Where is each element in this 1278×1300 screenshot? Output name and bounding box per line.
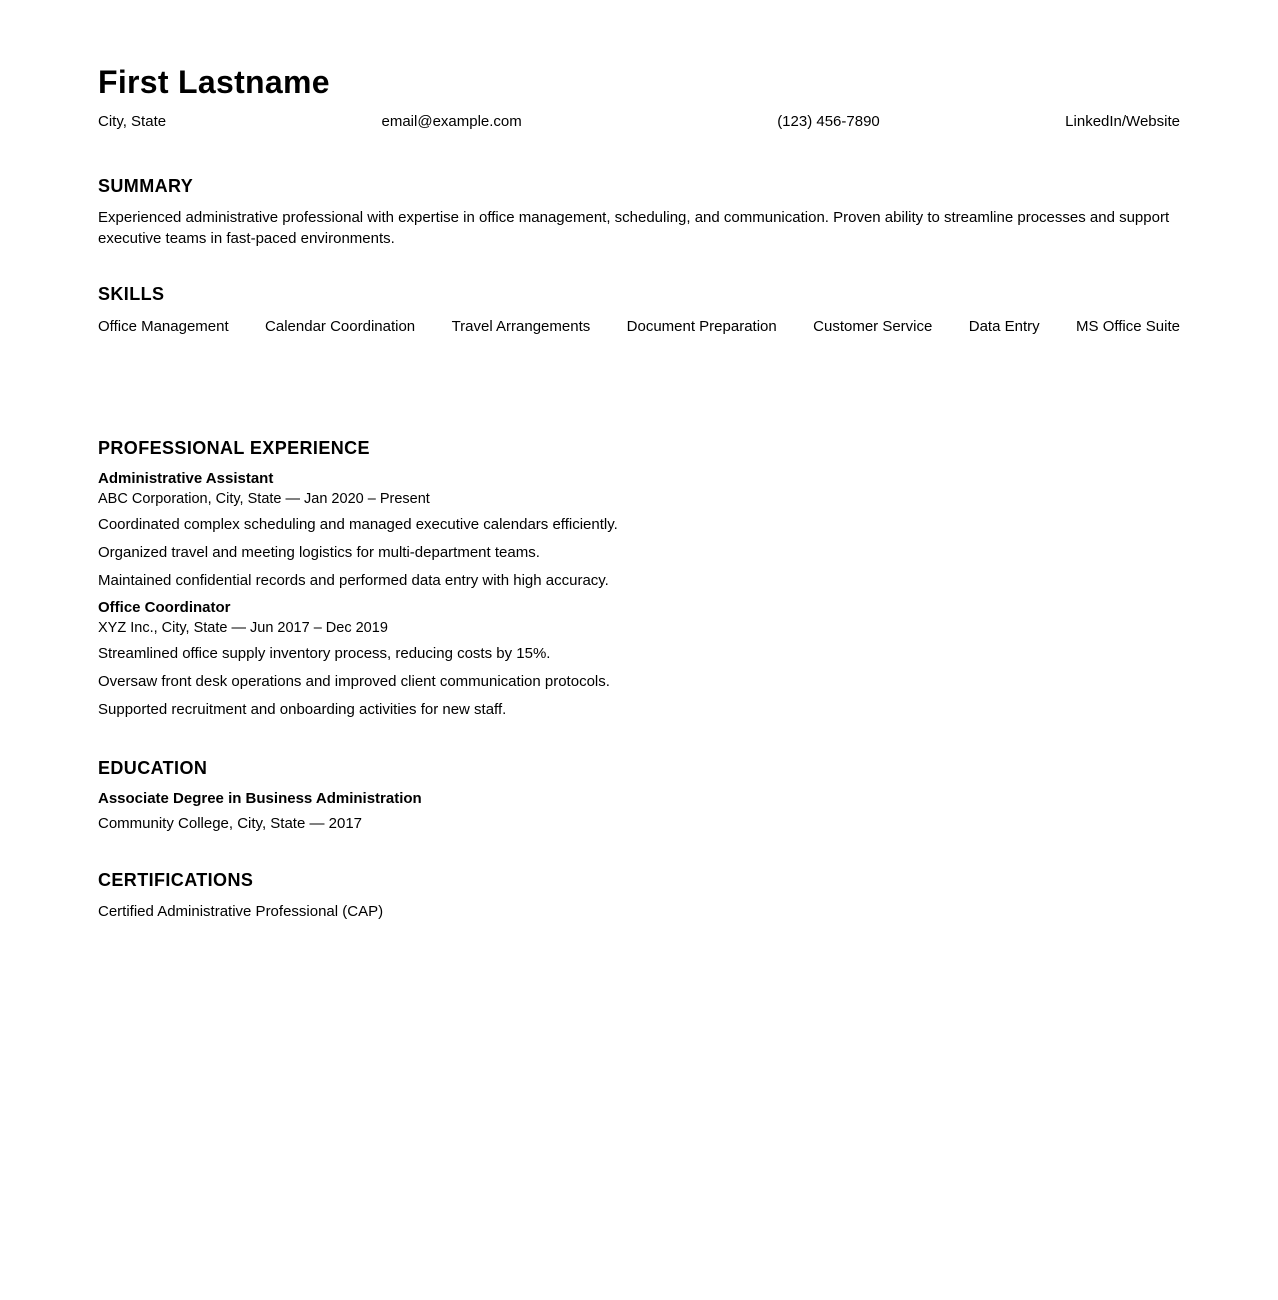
skill-item: Document Preparation	[626, 318, 777, 335]
job-meta: ABC Corporation, City, State — Jan 2020 – Present	[98, 491, 430, 507]
skill-item: Calendar Coordination	[265, 318, 416, 335]
skill-item: MS Office Suite	[1076, 318, 1180, 335]
website: LinkedIn/Website	[1065, 113, 1180, 130]
contact-row	[98, 113, 1180, 130]
experience-heading: PROFESSIONAL EXPERIENCE	[98, 438, 370, 458]
skills-heading: SKILLS	[98, 284, 165, 304]
location: City, State	[98, 113, 167, 130]
email: email@example.com	[381, 113, 522, 130]
skill-item: Office Management	[98, 318, 229, 335]
job-bullet: Coordinated complex scheduling and managed executive calendars efficiently.	[98, 516, 618, 533]
job-meta: XYZ Inc., City, State — Jun 2017 – Dec 2019	[98, 620, 388, 636]
phone: (123) 456-7890	[777, 113, 880, 130]
candidate-name: First Lastname	[98, 64, 330, 100]
skill-item: Data Entry	[968, 318, 1040, 335]
certifications-heading: CERTIFICATIONS	[98, 870, 254, 890]
skill-item: Customer Service	[813, 318, 933, 335]
job-bullet: Maintained confidential records and performed data entry with high accuracy.	[98, 572, 609, 589]
skills-list	[98, 317, 1180, 337]
job-bullet: Oversaw front desk operations and improved client communication protocols.	[98, 673, 610, 690]
education-heading: EDUCATION	[98, 758, 208, 778]
job-bullet: Supported recruitment and onboarding activities for new staff.	[98, 701, 507, 718]
degree: Associate Degree in Business Administration	[98, 790, 422, 807]
job-bullet: Organized travel and meeting logistics for multi-department teams.	[98, 544, 540, 561]
job-title: Office Coordinator	[98, 599, 231, 616]
certification-item: Certified Administrative Professional (CAP)	[98, 903, 384, 920]
job-bullet: Streamlined office supply inventory process, reducing costs by 15%.	[98, 645, 551, 662]
summary-heading: SUMMARY	[98, 176, 194, 196]
summary-text: Experienced administrative professional with expertise in office management, scheduling, and communication. Proven ability to streamline processes and support executive teams in fast-paced environments.	[98, 209, 1170, 247]
school: Community College, City, State — 2017	[98, 815, 363, 832]
job-title: Administrative Assistant	[98, 470, 274, 487]
skill-item: Travel Arrangements	[451, 318, 591, 335]
